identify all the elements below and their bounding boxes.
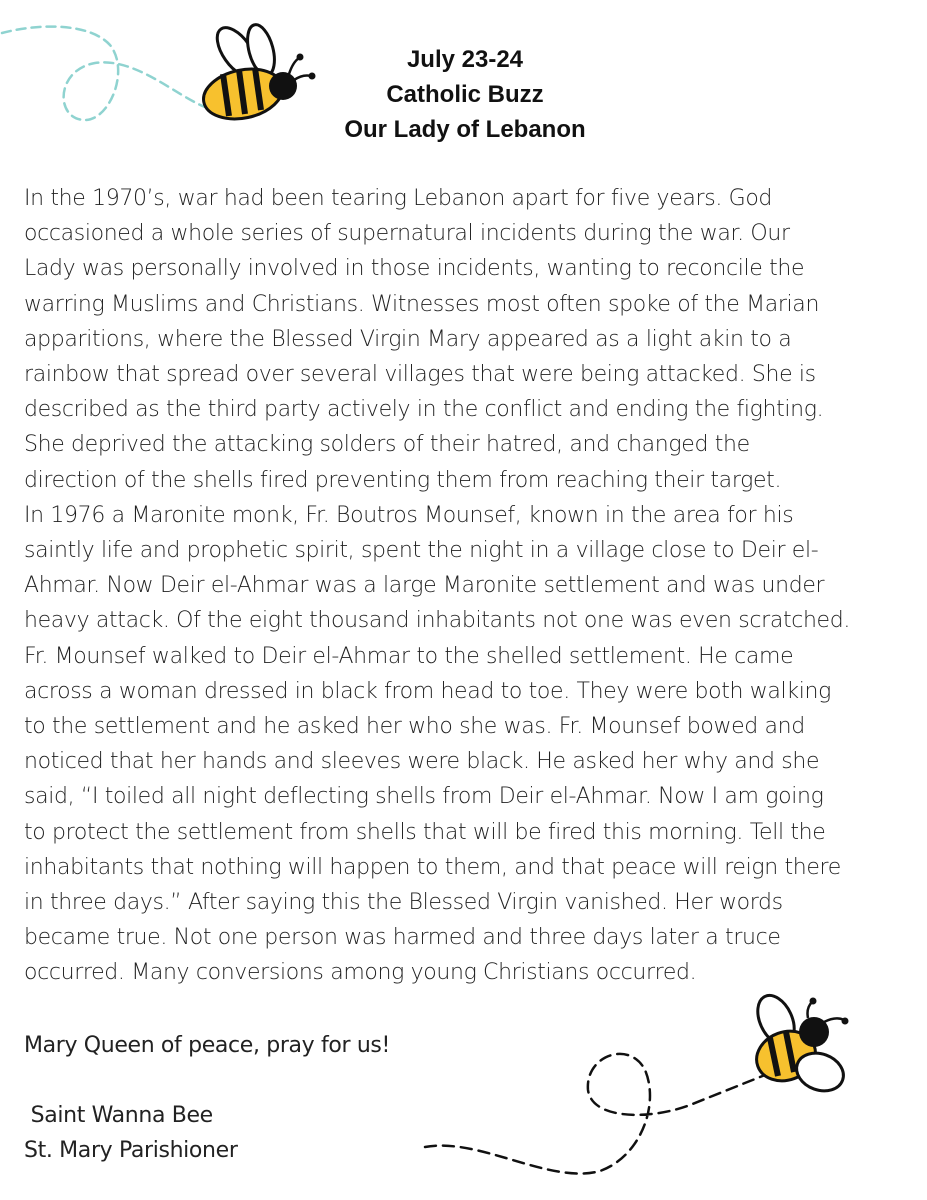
body-line: in three days.” After saying this the Blessed Virgin vanished. Her words — [24, 890, 783, 916]
body-line: described as the third party actively in the conflict and ending the fighting. — [24, 397, 824, 423]
body-line: to the settlement and he asked her who she was. Fr. Mounsef bowed and — [24, 714, 805, 740]
body-line: She deprived the attacking solders of their hatred, and changed the — [24, 432, 750, 458]
header-date: July 23-24 — [406, 46, 524, 73]
body-line: noticed that her hands and sleeves were black. He asked her why and she — [24, 749, 820, 775]
body-line: apparitions, where the Blessed Virgin Mary appeared as a light akin to a — [24, 326, 792, 352]
body-line: across a woman dressed in black from head to toe. They were both walking — [24, 678, 831, 704]
body-line: occasioned a whole series of supernatural incidents during the war. Our — [24, 221, 790, 247]
closing-prayer: Mary Queen of peace, pray for us! — [24, 1033, 391, 1058]
body-line: became true. Not one person was harmed and three days later a truce — [24, 925, 781, 951]
signature-role: St. Mary Parishioner — [24, 1138, 238, 1163]
header — [300, 42, 630, 147]
body-line: Ahmar. Now Deir el-Ahmar was a large Maronite settlement and was under — [24, 573, 825, 599]
body-line: said, “I toiled all night deflecting shells from Deir el-Ahmar. Now I am going — [24, 784, 824, 810]
body-line: rainbow that spread over several villages that were being attacked. She is — [24, 362, 816, 388]
body-line: heavy attack. Of the eight thousand inhabitants not one was even scratched. — [24, 608, 851, 634]
body-line: In the 1970’s, war had been tearing Lebanon apart for five years. God — [24, 186, 773, 211]
bottom-flight-trail — [420, 1045, 780, 1185]
article-body — [24, 181, 914, 991]
body-line: Fr. Mounsef walked to Deir el-Ahmar to the shelled settlement. He came — [24, 643, 794, 669]
body-line: saintly life and prophetic spirit, spent the night in a village close to Deir el- — [24, 538, 819, 564]
header-title: Catholic Buzz — [386, 81, 544, 108]
body-line: warring Muslims and Christians. Witnesses most often spoke of the Marian — [24, 291, 820, 317]
body-line: direction of the shells fired preventing them from reaching their target. — [24, 467, 782, 493]
header-subtitle: Our Lady of Lebanon — [344, 116, 586, 143]
body-line: to protect the settlement from shells that will be fired this morning. Tell the — [24, 819, 826, 845]
body-line: Lady was personally involved in those incidents, wanting to reconcile the — [24, 256, 805, 282]
bottom-bee-icon — [748, 990, 858, 1105]
signature — [24, 1098, 238, 1168]
signature-name: Saint Wanna Bee — [24, 1103, 213, 1128]
body-line: occurred. Many conversions among young Christians occurred. — [24, 960, 697, 986]
body-line: In 1976 a Maronite monk, Fr. Boutros Mounsef, known in the area for his — [24, 502, 794, 528]
body-line: inhabitants that nothing will happen to them, and that peace will reign there — [24, 854, 841, 880]
